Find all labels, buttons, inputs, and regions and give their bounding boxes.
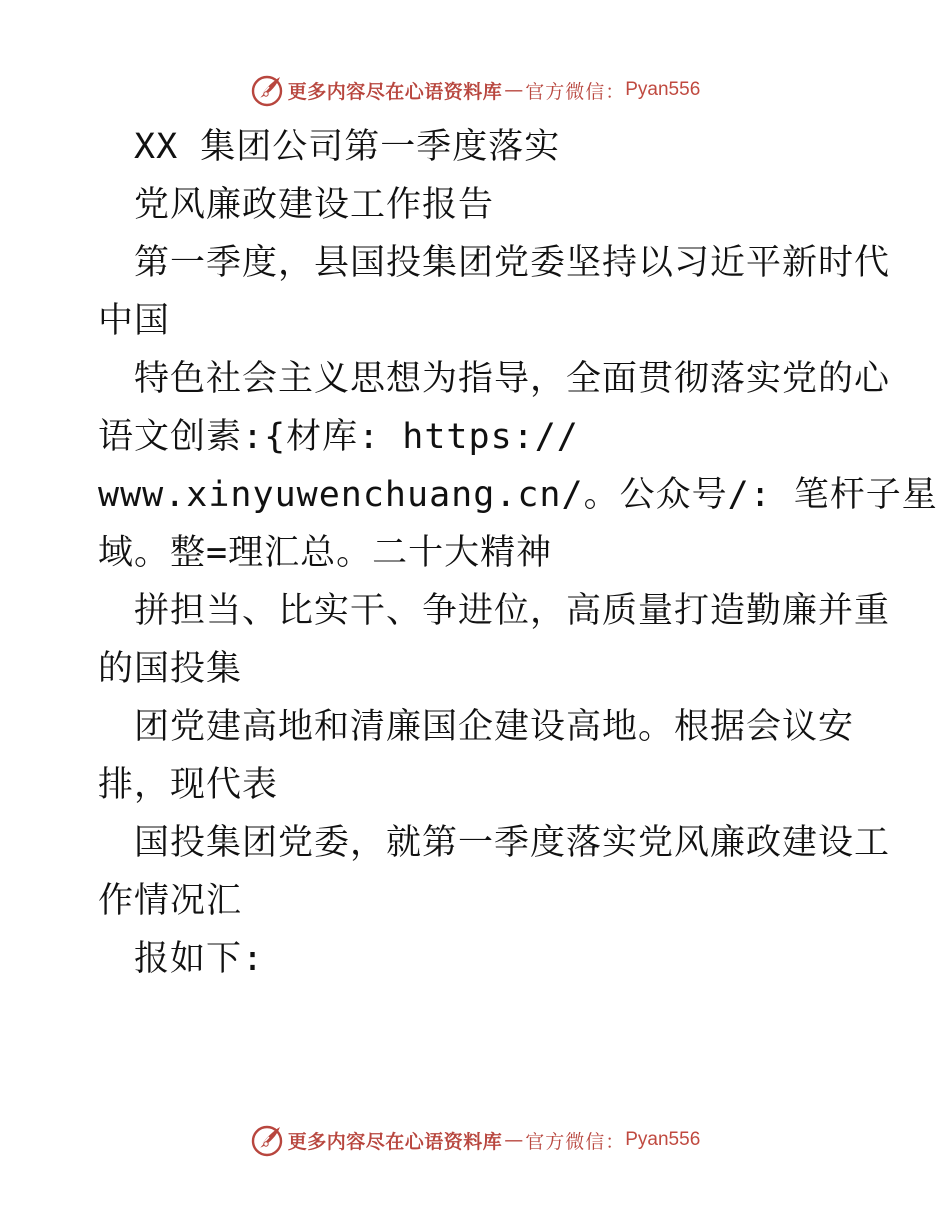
feather-pen-logo-icon: [250, 73, 284, 107]
document-title-line-2: 党风廉政建设工作报告: [134, 185, 495, 225]
paragraph-line: 报如下:: [134, 939, 265, 979]
document-title-line-1: XX 集团公司第一季度落实: [134, 127, 561, 167]
banner-wechat-handle: Pyan556: [625, 79, 701, 100]
paragraph-line: 第一季度，县国投集团党委坚持以习近平新时代: [134, 243, 891, 283]
banner-dash: —: [504, 1129, 524, 1151]
banner-dash: —: [504, 79, 524, 101]
banner-wechat-handle: Pyan556: [625, 1129, 701, 1150]
paragraph-line: 拼担当、比实干、争进位，高质量打造勤廉并重: [134, 591, 891, 631]
feather-pen-logo-icon: [250, 1123, 284, 1157]
banner-brand-text: 更多内容尽在心语资料库: [287, 1130, 503, 1153]
paragraph-line: 作情况汇: [98, 881, 243, 921]
banner-official-label: 官方微信：: [525, 80, 626, 103]
header-banner: [0, 70, 950, 110]
paragraph-line: 特色社会主义思想为指导，全面贯彻落实党的心: [134, 359, 891, 399]
paragraph-line: 的国投集: [98, 649, 243, 689]
footer-banner: [0, 1120, 950, 1160]
banner-official-label: 官方微信：: [525, 1130, 626, 1153]
paragraph-line: 中国: [98, 301, 171, 341]
paragraph-line: www.xinyuwenchuang.cn/。公众号/: 笔杆子星: [98, 475, 938, 515]
paragraph-line: 语文创素:{材库: https://: [98, 417, 579, 457]
paragraph-line: 国投集团党委，就第一季度落实党风廉政建设工: [134, 823, 891, 863]
paragraph-line: 团党建高地和清廉国企建设高地。根据会议安: [134, 707, 855, 747]
banner-brand-text: 更多内容尽在心语资料库: [287, 80, 503, 103]
paragraph-line: 排，现代表: [98, 765, 279, 805]
document-body: [98, 118, 938, 988]
paragraph-line: 域。整=理汇总。二十大精神: [98, 533, 553, 573]
